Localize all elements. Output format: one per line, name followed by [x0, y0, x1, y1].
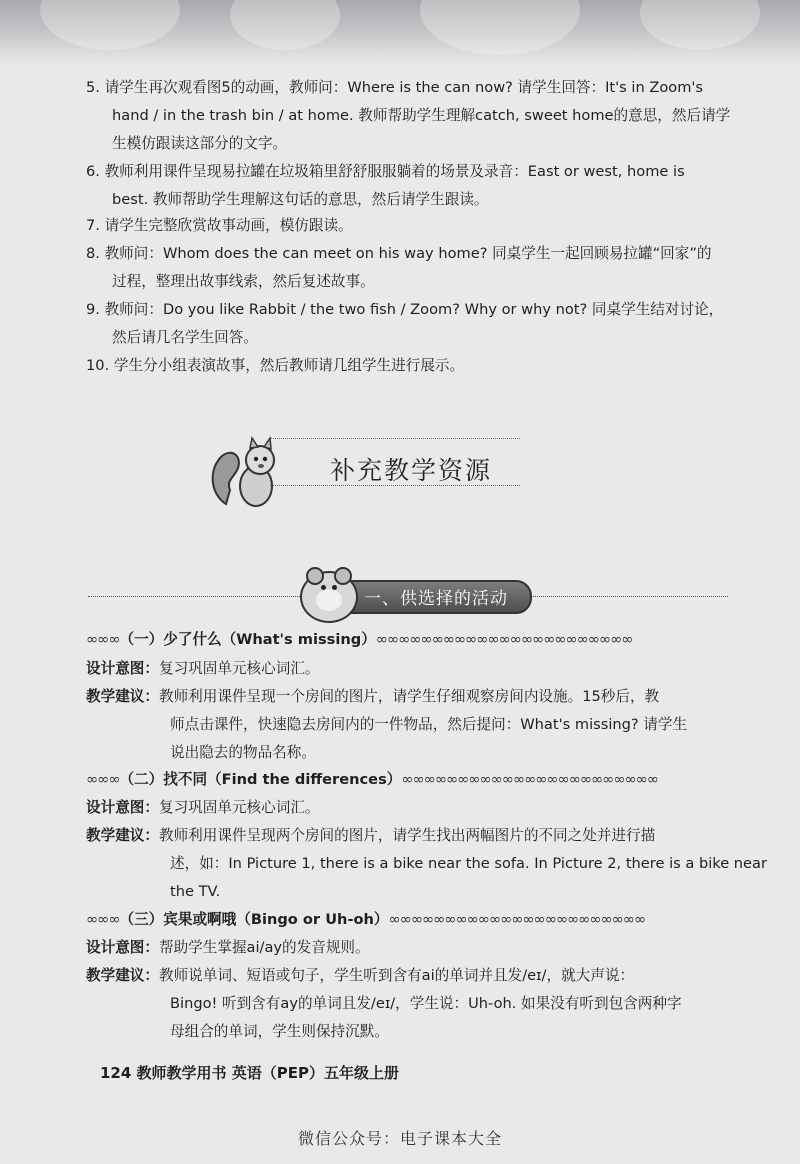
step-8-line-2: 过程，整理出故事线索，然后复述故事。 [112, 273, 375, 290]
section-title: 补充教学资源 [330, 456, 493, 485]
squirrel-icon [208, 434, 288, 514]
activity-1-intent: 设计意图：复习巩固单元核心词汇。 [86, 660, 320, 677]
activity-2-advice-line-2: 述，如：In Picture 1, there is a bike near the sofa. In Picture 2, there is a bike near [170, 855, 767, 872]
step-5-line-2: hand / in the trash bin / at home. 教师帮助学生理解catch, sweet home的意思，然后请学 [112, 107, 731, 124]
activity-1-advice-line-2: 师点击课件，快速隐去房间内的一件物品，然后提问：What's missing? 请学生 [170, 716, 688, 733]
step-9-line-2: 然后请几名学生回答。 [112, 329, 258, 346]
activity-3-advice-line-2: Bingo! 听到含有ay的单词且发/eɪ/，学生说：Uh-oh. 如果没有听到包含两种字 [170, 995, 682, 1012]
step-5-line-3: 生模仿跟读这部分的文字。 [112, 135, 288, 152]
step-10-line-1: 10. 学生分小组表演故事，然后教师请几组学生进行展示。 [86, 357, 465, 374]
page-footer: 124 教师教学用书 英语（PEP）五年级上册 [100, 1064, 399, 1082]
activity-2-intent: 设计意图：复习巩固单元核心词汇。 [86, 799, 320, 816]
activity-2-advice-line-1: 教学建议：教师利用课件呈现两个房间的图片，请学生找出两幅图片的不同之处并进行描 [86, 827, 656, 844]
step-8-line-1: 8. 教师问：Whom does the can meet on his way home? 同桌学生一起回顾易拉罐“回家”的 [86, 245, 712, 262]
activity-3-heading: ∞∞∞（三）宾果或啊哦（Bingo or Uh-oh）∞∞∞∞∞∞∞∞∞∞∞∞∞∞∞∞∞∞∞∞∞∞∞ [86, 911, 646, 928]
watermark: 微信公众号：电子课本大全 [297, 1129, 502, 1148]
step-6-line-1: 6. 教师利用课件呈现易拉罐在垃圾箱里舒舒服服躺着的场景及录音：East or west, home is [86, 163, 685, 180]
activity-3-advice-line-1: 教学建议：教师说单词、短语或句子，学生听到含有ai的单词并且发/eɪ/，就大声说： [86, 967, 635, 984]
activity-1-advice-line-3: 说出隐去的物品名称。 [170, 744, 316, 761]
step-5-line-1: 5. 请学生再次观看图5的动画，教师问：Where is the can now? 请学生回答：It's in Zoom's [86, 79, 704, 96]
activity-3-advice-line-3: 母组合的单词，学生则保持沉默。 [170, 1023, 389, 1040]
activity-1-advice-line-1: 教学建议：教师利用课件呈现一个房间的图片，请学生仔细观察房间内设施。15秒后，教 [86, 688, 660, 705]
step-9-line-1: 9. 教师问：Do you like Rabbit / the two fish / Zoom? Why or why not? 同桌学生结对讨论， [86, 301, 724, 318]
section-divider-top [270, 438, 520, 439]
step-6-line-2: best. 教师帮助学生理解这句话的意思，然后请学生跟读。 [112, 191, 489, 208]
activity-2-advice-line-3: the TV. [170, 883, 221, 900]
activity-2-heading: ∞∞∞（二）找不同（Find the differences）∞∞∞∞∞∞∞∞∞∞∞∞∞∞∞∞∞∞∞∞∞∞∞ [86, 771, 658, 788]
subsection-title: 一、供选择的活动 [364, 589, 508, 609]
bear-icon [300, 571, 358, 623]
step-7-line-1: 7. 请学生完整欣赏故事动画，模仿跟读。 [86, 217, 353, 234]
activity-1-heading: ∞∞∞（一）少了什么（What's missing）∞∞∞∞∞∞∞∞∞∞∞∞∞∞∞∞∞∞∞∞∞∞∞ [86, 631, 633, 648]
section-divider-bottom [270, 485, 520, 486]
activity-3-intent: 设计意图：帮助学生掌握ai/ay的发音规则。 [86, 939, 370, 956]
